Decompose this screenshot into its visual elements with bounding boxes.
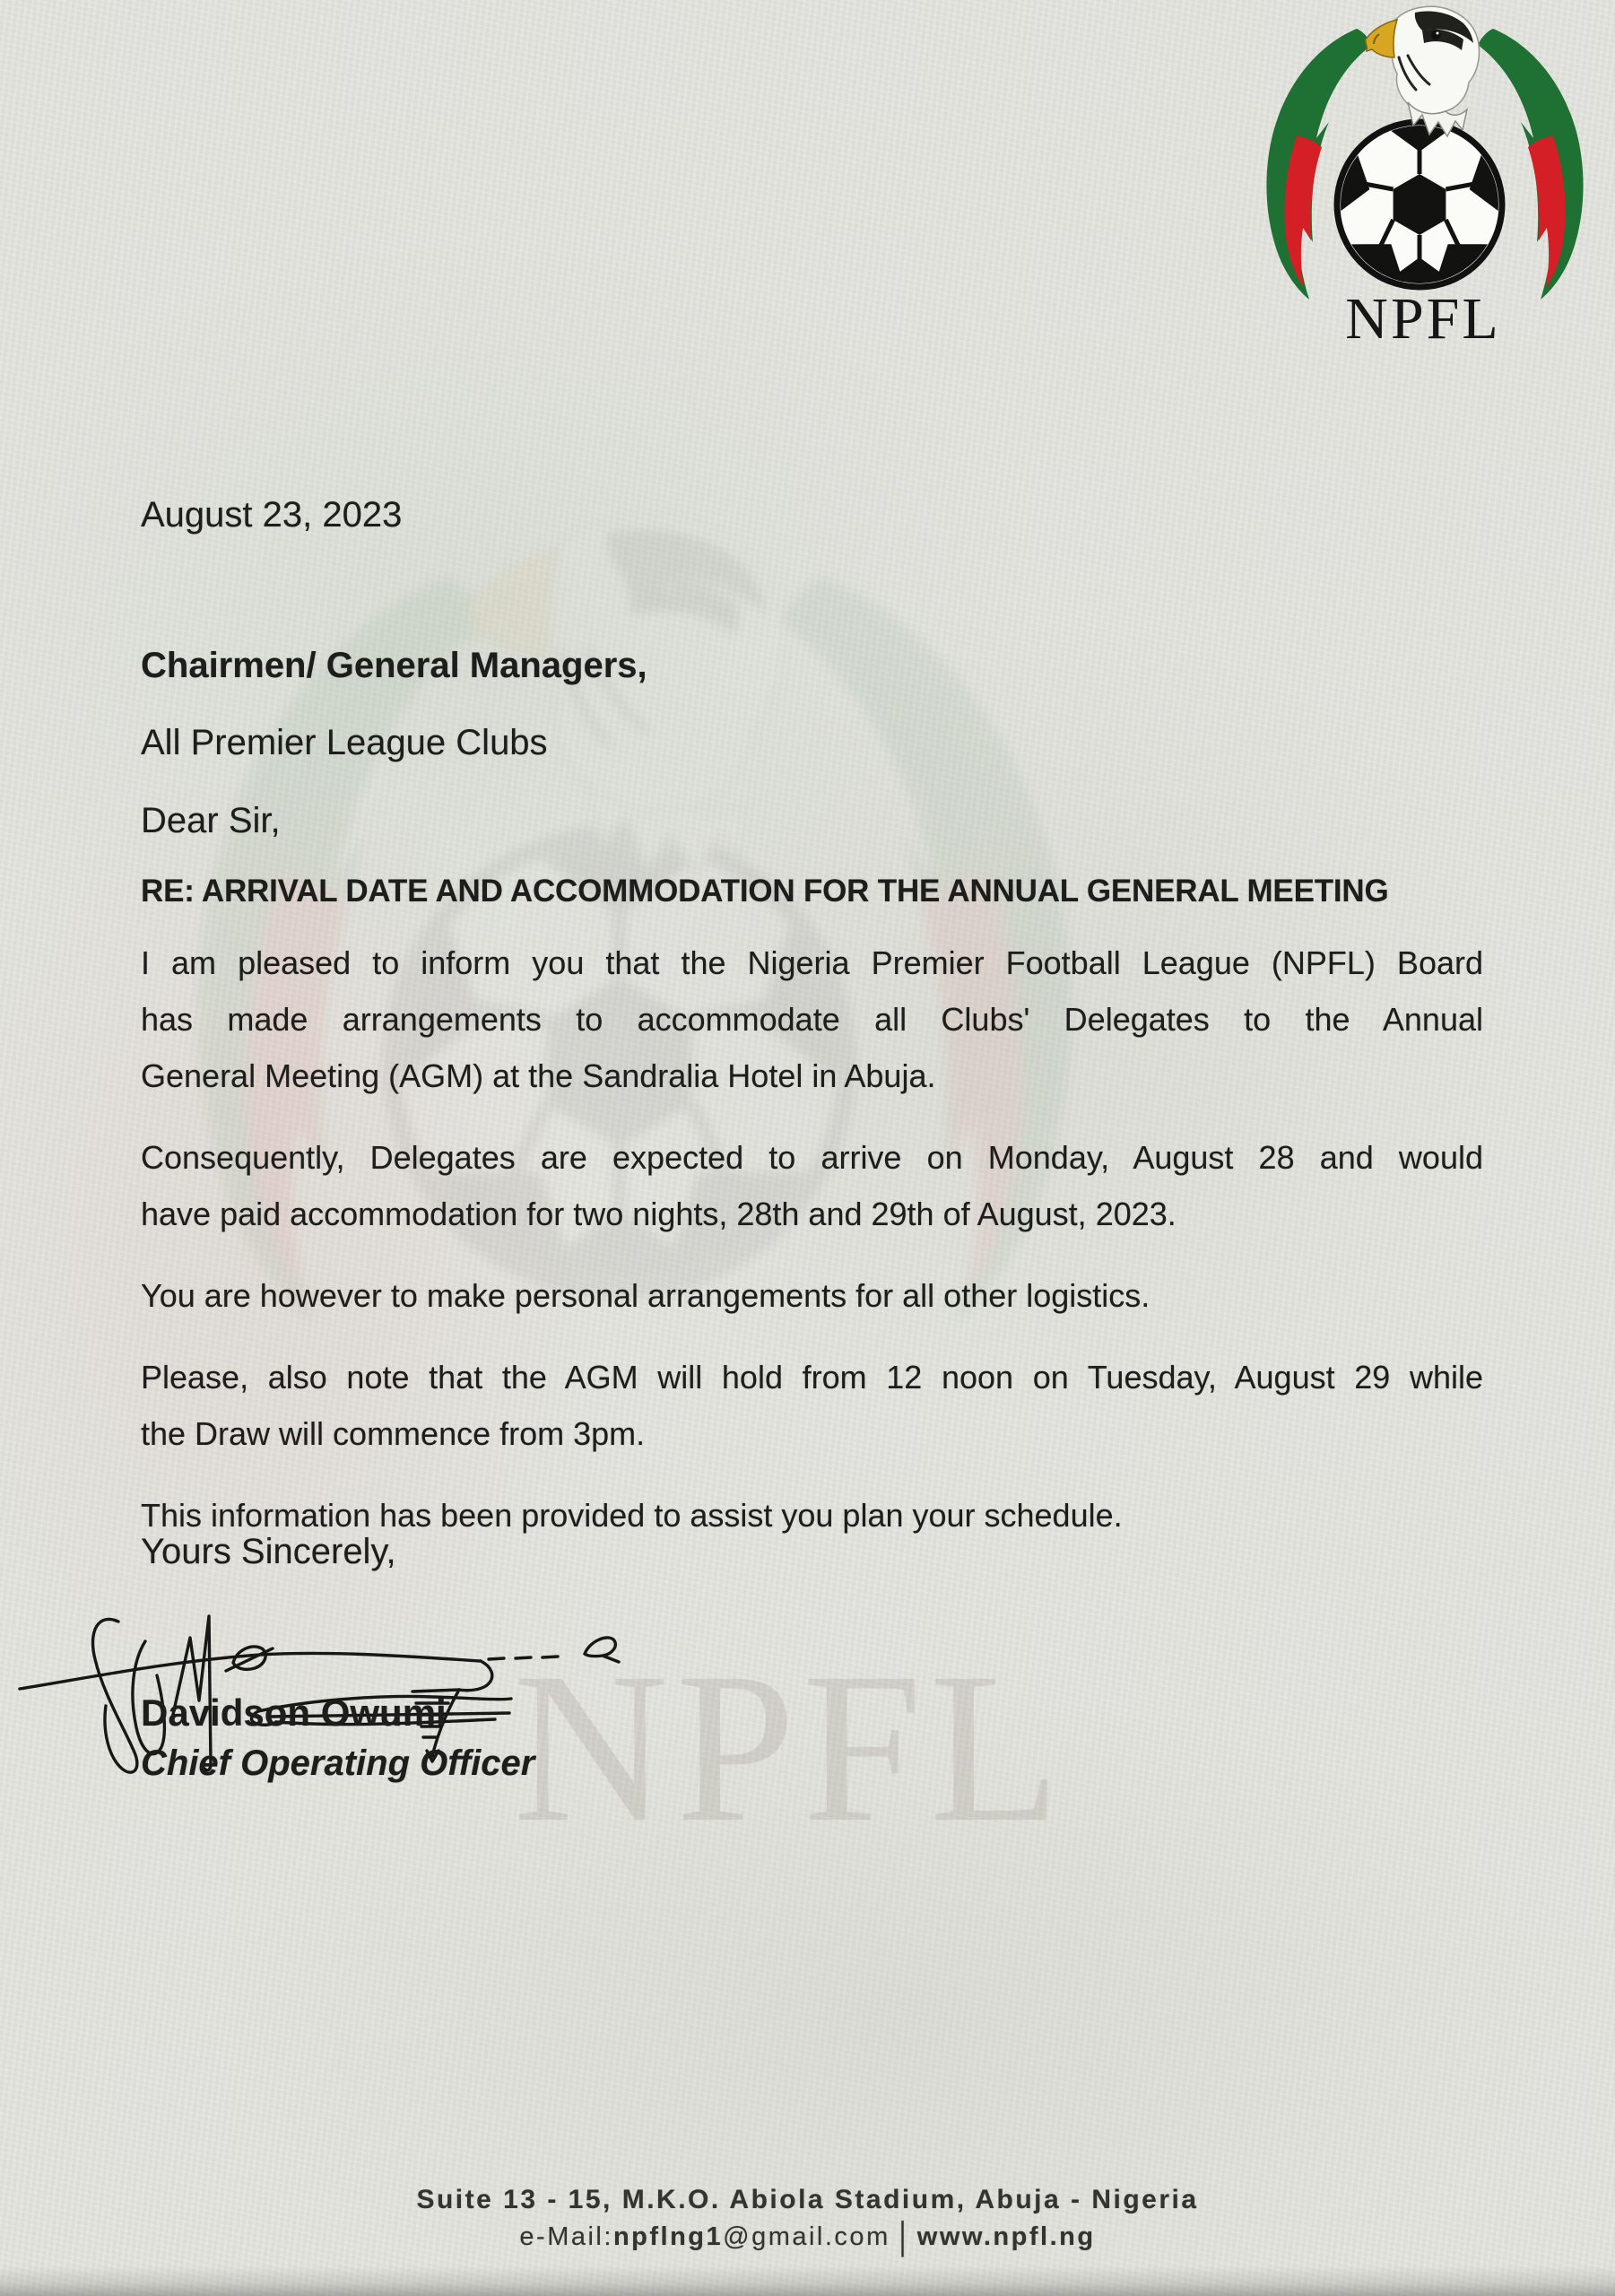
footer-contacts [0, 2214, 1615, 2258]
npfl-logo [1237, 2, 1614, 361]
body-paragraph [141, 1349, 1483, 1462]
letter-body [141, 935, 1483, 1569]
body-line: You are however to make personal arrangements for all other logistics. [141, 1277, 1150, 1314]
npfl-text-watermark: NPFL [513, 1628, 1068, 1866]
body-line: This information has been provided to assist you plan your schedule. [141, 1497, 1123, 1534]
body-line: have paid accommodation for two nights, 28th and 29th of August, 2023. [141, 1196, 1177, 1232]
body-line: has made arrangements to accommodate all Clubs' Delegates to the Annual [141, 1001, 1483, 1038]
closing: Yours Sincerely, [141, 1532, 396, 1571]
recipient-line: All Premier League Clubs [141, 723, 548, 762]
website-url: www.npfl.ng [916, 2222, 1096, 2251]
body-paragraph [141, 935, 1483, 1104]
footer-address: Suite 13 - 15, M.K.O. Abiola Stadium, Abuja - Nigeria [416, 2185, 1199, 2214]
body-line: the Draw will commence from 3pm. [141, 1415, 646, 1452]
letter-footer [0, 2185, 1615, 2258]
body-line: Please, also note that the AGM will hold from 12 noon on Tuesday, August 29 while [141, 1359, 1483, 1396]
recipient-line: Chairmen/ General Managers, [141, 646, 647, 685]
salutation: Dear Sir, [141, 801, 281, 840]
email-label: e-Mail: [519, 2222, 613, 2251]
letter-date: August 23, 2023 [141, 495, 403, 535]
body-line: Consequently, Delegates are expected to arrive on Monday, August 28 and would [141, 1139, 1483, 1176]
subject-line: RE: ARRIVAL DATE AND ACCOMMODATION FOR THE ANNUAL GENERAL MEETING [141, 874, 1389, 909]
email-user: npflng1 [612, 2222, 724, 2251]
body-paragraph [141, 1129, 1483, 1242]
body-line: General Meeting (AGM) at the Sandralia Hotel in Abuja. [141, 1057, 936, 1094]
npfl-logo-label: NPFL [1345, 286, 1501, 352]
signatory-title: Chief Operating Officer [141, 1744, 535, 1783]
body-paragraph [141, 1267, 1483, 1324]
footer-separator: | [899, 2214, 908, 2258]
signatory-name: Davidson Owumi [141, 1692, 447, 1734]
body-line: I am pleased to inform you that the Nigeria Premier Football League (NPFL) Board [141, 944, 1483, 981]
email-domain: @gmail.com [723, 2222, 890, 2251]
